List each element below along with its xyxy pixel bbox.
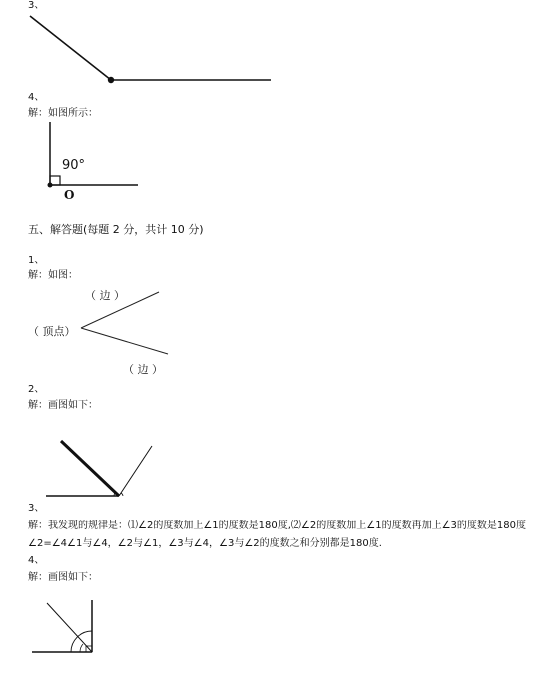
- figure-angle-parts: [81, 289, 168, 354]
- q3b-answer-line1: 解：我发现的规律是：⑴∠2的度数加上∠1的度数是180度,⑵∠2的度数加上∠1的度数再加上∠3的度数是180度: [28, 520, 526, 531]
- q3-number: 3、: [28, 0, 45, 11]
- q2-number: 2、: [28, 384, 45, 395]
- q2-answer: 解：画图如下：: [28, 400, 98, 411]
- figure-obtuse-angle: [30, 16, 271, 83]
- angle-label: 90°: [62, 158, 86, 173]
- q4b-answer: 解：画图如下：: [28, 572, 98, 583]
- vertex-label: O: [64, 188, 75, 202]
- figure-right-angle: [48, 122, 139, 188]
- q4-answer: 解：如图所示：: [28, 108, 98, 119]
- q4b-number: 4、: [28, 555, 45, 566]
- q4-number: 4、: [28, 92, 45, 103]
- q3b-number: 3、: [28, 503, 45, 514]
- label-vertex: （ 顶点）: [28, 325, 76, 338]
- label-side-bottom: （ 边 ）: [123, 363, 163, 376]
- q1-number: 1、: [28, 255, 45, 266]
- q3b-answer-line2: ∠2=∠4∠1与∠4，∠2与∠1，∠3与∠4，∠3与∠2的度数之和分别都是180度.: [28, 538, 382, 549]
- figure-drawn-angle: [46, 441, 152, 496]
- q1-answer: 解：如图：: [28, 270, 78, 281]
- figure-angles-at-point: [32, 600, 92, 652]
- section-heading: 五、解答题(每题 2 分，共计 10 分): [28, 223, 204, 236]
- label-side-top: （ 边 ）: [85, 289, 125, 302]
